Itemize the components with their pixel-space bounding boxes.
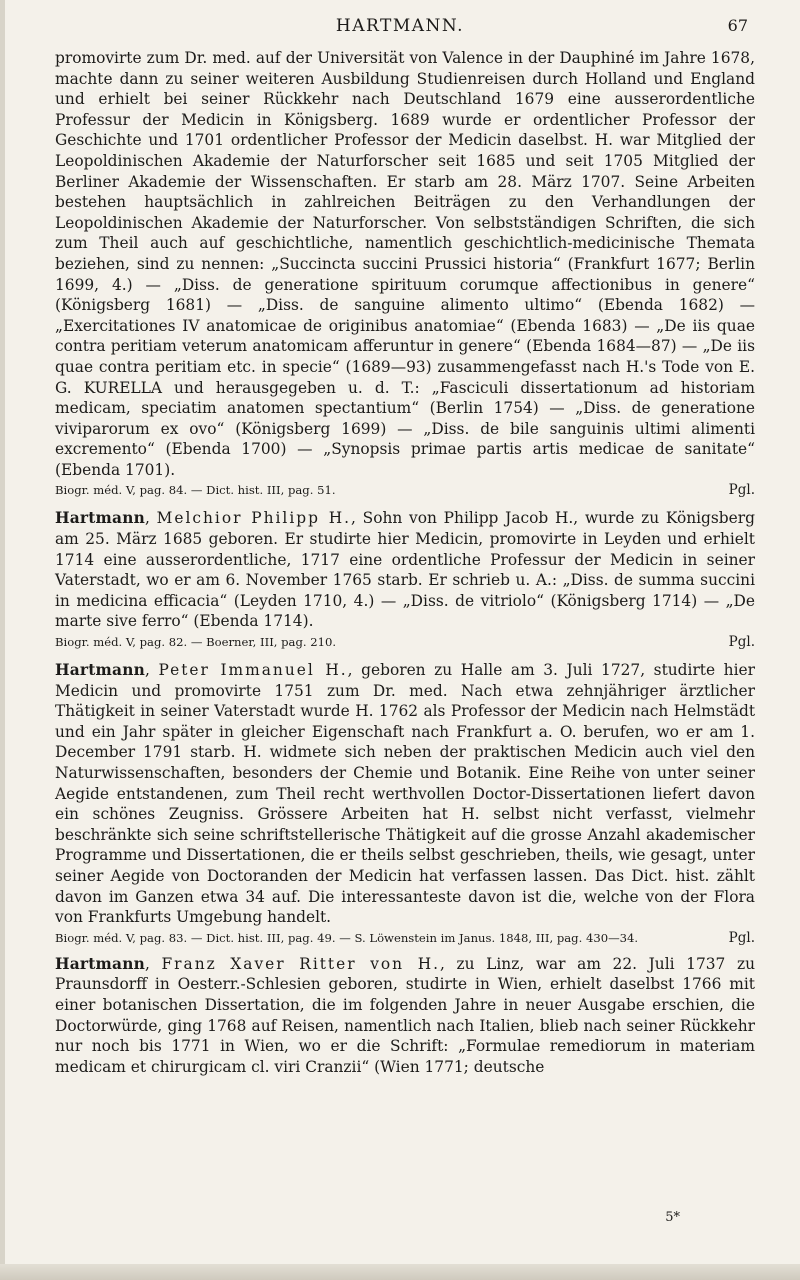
source-text: Biogr. méd. V, pag. 82. — Boerner, III, pag. 210. [55, 635, 337, 650]
page-number: 67 [727, 16, 748, 35]
source-text: Biogr. méd. V, pag. 83. — Dict. hist. III, pag. 49. — S. Löwenstein im Janus. 1848, III, pag. 430—34. [55, 930, 639, 945]
author-signature: Pgl. [728, 634, 755, 651]
entry-headword: Hartmann [55, 954, 145, 973]
page-bottom-edge [0, 1264, 800, 1280]
entry-text: promovirte zum Dr. med. auf der Universität von Valence in der Dauphiné im Jahre 1678, machte dann zu seiner weiteren Ausbildung Studienreisen durch Holland und England und erhielt bei seiner Rückkehr nach Deutschland 1679 eine ausserordentliche Professur der Medicin in Königsberg. 1689 wurde er ordentlicher Professor der Geschichte und 1701 ordentlicher Professor der Medicin daselbst. H. war Mitglied der Leopoldinischen Akademie der Naturforscher seit 1685 und seit 1705 Mitglied der Berliner Akademie der Wissenschaften. Er starb am 28. März 1707. Seine Arbeiten bestehen hauptsächlich in zahlreichen Beiträgen zu den Verhandlungen der Leopoldinischen Akademie der Naturforscher. Von selbstständigen Schriften, die sich zum Theil auch auf geschichtliche, namentlich geschichtlich-medicinische Themata beziehen, sind zu nennen: „Succincta succini Prussici historia“ (Frankfurt 1677; Berlin 1699, 4.) — „Diss. de generatione spirituum corumque affectionibus in genere“ (Königsberg 1681) — „Diss. de sanguine alimento ultimo“ (Ebenda 1682) — „Exercitationes IV anatomicae de originibus anatomiae“ (Ebenda 1683) — „De iis quae contra peritiam veterum anatomicam afferuntur in genere“ (Ebenda 1684—87) — „De iis quae contra peritiam etc. in specie“ (1689—93) zusammengefasst nach H.'s Tode von E. G. KURELLA und herausgegeben u. d. T.: „Fasciculi dissertationum ad historiam medicam, speciatim anatomen spectantium“ (Berlin 1754) — „Diss. de generatione viviparorum ex ovo“ (Königsberg 1699) — „Diss. de bile sanguinis ultimi alimenti excremento“ (Ebenda 1700) — „Synopsis primae partis artis medicae de sanitate“ (Ebenda 1701). [55, 49, 755, 479]
entry-text: , geboren zu Halle am 3. Juli 1727, studirte hier Medicin und promovirte 1751 zum Dr. med. Nach etwa zehnjähriger ärztlicher Thätigkeit in seiner Vaterstadt wurde H. 1762 als Professor der Medicin nach Helmstädt und ein Jahr später in gleicher Eigenschaft nach Frankfurt a. O. berufen, wo er am 1. December 1791 starb. H. widmete sich neben der praktischen Medicin auch viel den Naturwissenschaften, besonders der Chemie und Botanik. Eine Reihe von unter seiner Aegide entstandenen, zum Theil recht werthvollen Doctor-Dissertationen liefert davon ein schönes Zeugniss. Grössere Arbeiten hat H. selbst nicht verfasst, vielmehr beschränkte sich seine schriftstellerische Thätigkeit auf die grosse Anzahl akademischer Programme und Dissertationen, die er theils selbst geschrieben, theils, wie gesagt, unter seiner Aegide von Doctoranden der Medicin hat verfassen lassen. Das Dict. hist. zählt davon im Ganzen etwa 34 auf. Die interessanteste davon ist die, welche von der Flora von Frankfurts Umgebung handelt. [55, 661, 755, 927]
entry-given-names: Peter Immanuel H. [158, 661, 348, 680]
entry-headword: Hartmann [55, 509, 145, 528]
entry-given-names: Melchior Philipp H. [156, 509, 352, 528]
entry-source [55, 634, 755, 650]
entry-text: , zu Linz, war am 22. Juli 1737 zu Praunsdorff in Oesterr.-Schlesien geboren, studirte in Wien, erhielt daselbst 1766 mit einer botanischen Dissertation, die im folgenden Jahre in neuer Ausgabe erschien, die Doctorwürde, ging 1768 auf Reisen, namentlich nach Italien, blieb nach seiner Rückkehr nur noch bis 1771 in Wien, wo er die Schrift: „Formulae remediorum in materiam medicam et chirurgicam cl. viri Cranzii“ (Wien 1771; deutsche [55, 954, 755, 1076]
author-signature: Pgl. [728, 482, 755, 499]
page-header [0, 10, 800, 40]
page-body [55, 48, 755, 1077]
source-text: Biogr. méd. V, pag. 84. — Dict. hist. III, pag. 51. [55, 483, 336, 498]
entry-hartmann-franz: Hartmann, Franz Xaver Ritter von H., zu Linz, war am 22. Juli 1737 zu Praunsdorff in Oesterr.-Schlesien geboren, studirte in Wien, erhielt daselbst 1766 mit einer botanischen Dissertation, die im folgenden Jahre in neuer Ausgabe erschien, die Doctorwürde, ging 1768 auf Reisen, namentlich nach Italien, blieb nach seiner Rückkehr nur noch bis 1771 in Wien, wo er die Schrift: „Formulae remediorum in materiam medicam et chirurgicam cl. viri Cranzii“ (Wien 1771; deutsche [55, 954, 755, 1076]
entry-continuation [55, 48, 755, 480]
entry-text: , Sohn von Philipp Jacob H., wurde zu Königsberg am 25. März 1685 geboren. Er studirte hier Medicin, promovirte in Leyden und erhielt 1714 eine ausserordentliche, 1717 eine ordentliche Professur der Medicin in seiner Vaterstadt, wo er am 6. November 1765 starb. Er schrieb u. A.: „Diss. de summa succini in medicina efficacia“ (Leyden 1710, 4.) — „Diss. de vitriolo“ (Königsberg 1714) — „De marte sive ferro“ (Ebenda 1714). [55, 509, 755, 631]
running-head: HARTMANN. [335, 16, 465, 36]
entry-given-names: Franz Xaver Ritter von H. [161, 954, 441, 973]
page-gutter [0, 0, 5, 1280]
entry-source [55, 930, 755, 946]
sheet-signature: 5* [665, 1210, 680, 1225]
entry-hartmann-melchior: Hartmann, Melchior Philipp H., Sohn von Philipp Jacob H., wurde zu Königsberg am 25. März 1685 geboren. Er studirte hier Medicin, promovirte in Leyden und erhielt 1714 eine ausserordentliche, 1717 eine ordentliche Professur der Medicin in seiner Vaterstadt, wo er am 6. November 1765 starb. Er schrieb u. A.: „Diss. de summa succini in medicina efficacia“ (Leyden 1710, 4.) — „Diss. de vitriolo“ (Königsberg 1714) — „De marte sive ferro“ (Ebenda 1714). [55, 509, 755, 631]
author-signature: Pgl. [728, 929, 755, 946]
entry-hartmann-peter: Hartmann, Peter Immanuel H., geboren zu Halle am 3. Juli 1727, studirte hier Medicin und promovirte 1751 zum Dr. med. Nach etwa zehnjähriger ärztlicher Thätigkeit in seiner Vaterstadt wurde H. 1762 als Professor der Medicin nach Helmstädt und ein Jahr später in gleicher Eigenschaft nach Frankfurt a. O. berufen, wo er am 1. December 1791 starb. H. widmete sich neben der praktischen Medicin auch viel den Naturwissenschaften, besonders der Chemie und Botanik. Eine Reihe von unter seiner Aegide entstandenen, zum Theil recht werthvollen Doctor-Dissertationen liefert davon ein schönes Zeugniss. Grössere Arbeiten hat H. selbst nicht verfasst, vielmehr beschränkte sich seine schriftstellerische Thätigkeit auf die grosse Anzahl akademischer Programme und Dissertationen, die er theils selbst geschrieben, theils, wie gesagt, unter seiner Aegide von Doctoranden der Medicin hat verfassen lassen. Das Dict. hist. zählt davon im Ganzen etwa 34 auf. Die interessanteste davon ist die, welche von der Flora von Frankfurts Umgebung handelt. [55, 661, 755, 927]
entry-source [55, 482, 755, 498]
entry-headword: Hartmann [55, 661, 145, 680]
